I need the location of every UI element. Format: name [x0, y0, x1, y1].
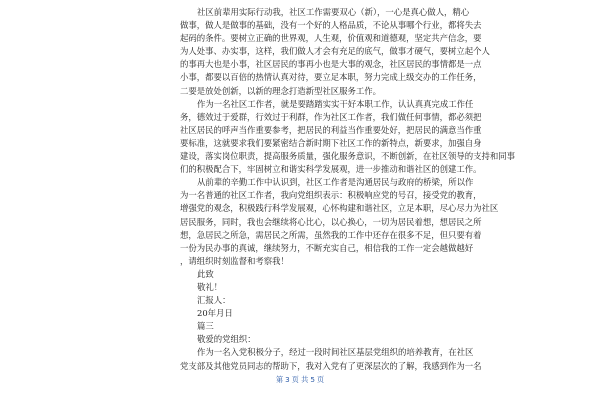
paragraph-line: 为人处事、办实事，这样，我们做人才会有充足的底气，做事才硬气，要树立起个人 [180, 46, 490, 57]
footer-suffix: 页 [316, 375, 325, 384]
paragraph-line: 务，德效过于爱群，行效过于利群，作为社区工作者，我们做任何事情，都必须把 [180, 111, 482, 122]
footer-middle: 页 共 [291, 375, 309, 384]
paragraph-line: 二要是放处创新，以新的理念打造新型社区服务工作。 [180, 85, 381, 96]
paragraph-line: 起码的条件。要树立正确的世界观，人生观，价值观和道德观，坚定共产信念，要 [180, 33, 482, 44]
section-heading: 篇三 [197, 321, 214, 332]
signature-label: 汇报人： [197, 295, 231, 306]
paragraph-line: 做事，做人是做事的基础，没有一个好的人格品质，不论从事哪个行业，都将失去 [180, 20, 482, 31]
paragraph-line: 一份为民办事的真诚，继续努力，不断充实自己，相信我的工作一定会越做越好 [180, 242, 474, 253]
paragraph-line: 社区居民的呼声当作重要参考，把居民的利益当作重要处好，把居民的满意当作重 [180, 124, 482, 135]
report-date: 20年月日 [197, 308, 233, 319]
paragraph-line: 想，急居民之所急，需居民之所需，虽然我的工作中还存在很多不足，但只要有着 [180, 229, 482, 240]
paragraph-line: 社区前辈用实际行动我，社区工作需要双心（新），一心是真心做人，精心 [197, 7, 470, 17]
paragraph-line: 从前辈的辛勤工作中认识到，社区工作者是沟通居民与政府的桥梁，所以作 [197, 177, 474, 188]
letter-greeting: 敬爱的党组织： [197, 334, 256, 345]
paragraph-line: 建设，落实岗位职责，提高服务质量，强化服务意识，不断创新，在社区领导的支持和同事 [180, 151, 515, 162]
paragraph-line: ，请组织时刻监督和考察我！ [180, 255, 289, 266]
footer-total-pages: 5 [310, 375, 315, 384]
paragraph-line: 要标准，这就要求我们要紧密结合新时期下社区工作的新特点，新要求，加强自身 [180, 137, 482, 148]
document-body [180, 6, 515, 373]
footer-page-number: 3 [285, 375, 290, 384]
paragraph-line: 们的积极配合下，牢固树立和谐实科学发展观，进一步推动和谐社区的创建工作。 [180, 164, 482, 175]
page-footer [0, 375, 600, 385]
paragraph-line: 作为一名社区工作者，就是要踏踏实实干好本职工作，认认真真完成工作任 [197, 98, 474, 109]
paragraph-line: 为一名普通的社区工作者，我向党组织表示：积极响应党的号召，接受党的教育， [180, 190, 482, 201]
footer-prefix: 第 [275, 375, 284, 384]
closing-salutation: 此致 [197, 268, 214, 279]
paragraph-line: 的事再大也是小事，社区居民的事再小也是大事的观念，社区居民的事情都是一点 [180, 59, 482, 70]
paragraph-line: 小事，都要以百倍的热情认真对待，要立足本职，努力完成上级交办的工作任务， [180, 72, 482, 83]
paragraph-line: 增强党的观念，积极践行科学发展观，心怀构建和谐社区，立足本职，尽心尽力为社区 [180, 203, 499, 214]
closing-regards: 敬礼！ [197, 281, 223, 292]
paragraph-line: 居民服务，同时，我也会继续将心比心，以心换心，一切为居民着想，想居民之所 [180, 216, 482, 227]
paragraph-line: 党支部及其他党员同志的帮助下，我对入党有了更深层次的了解，我感到作为一名 [180, 360, 482, 371]
paragraph-line: 作为一名入党积极分子，经过一段时间社区基层党组织的培养教育，在社区 [197, 347, 474, 358]
